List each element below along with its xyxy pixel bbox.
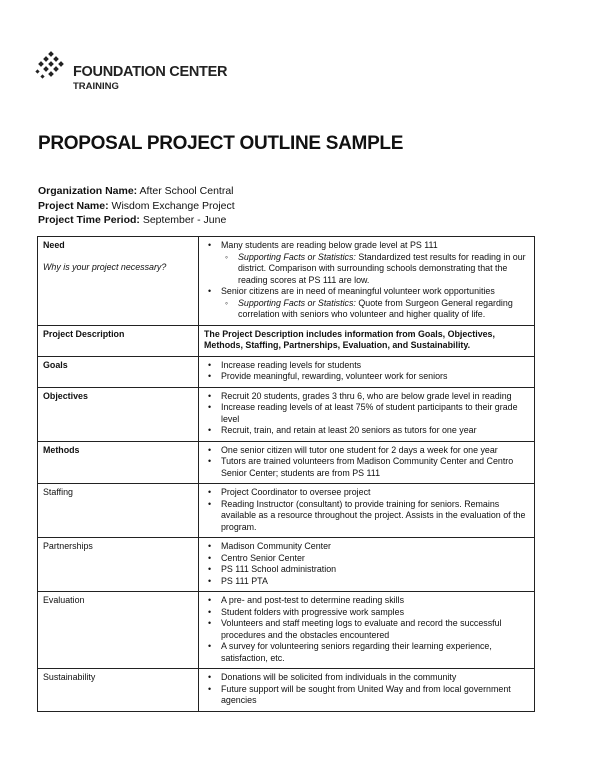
row-objectives — [38, 387, 535, 441]
list-item: • Future support will be sought from United Way and from local government agencies — [221, 684, 529, 707]
list-item: • Provide meaningful, rewarding, volunteer work for seniors — [221, 371, 529, 383]
list-item: • Centro Senior Center — [221, 553, 529, 565]
project-meta — [38, 184, 235, 228]
logo-subtitle: TRAINING — [73, 81, 119, 92]
meta-label: Organization Name: — [38, 185, 138, 197]
sub-list-item — [238, 252, 529, 287]
sub-item-text: Standardized test results for reading in our district. Comparison with surrounding schools demonstrating that the reading scores at PS 111 are low. — [238, 251, 526, 285]
label-cell — [38, 484, 199, 538]
sub-list — [221, 252, 529, 287]
content-cell — [199, 356, 535, 387]
row-partnerships — [38, 538, 535, 592]
label-cell — [38, 356, 199, 387]
list-item: • Recruit, train, and retain at least 20 seniors as tutors for one year — [221, 425, 529, 437]
sub-list — [221, 298, 529, 321]
row-need — [38, 237, 535, 326]
list-item: • Donations will be solicited from individuals in the community — [221, 672, 529, 684]
label-cell — [38, 592, 199, 669]
label-cell — [38, 538, 199, 592]
list-item: • A pre- and post-test to determine reading skills — [221, 595, 529, 607]
row-label: Staffing — [43, 487, 73, 497]
list-item: • PS 111 School administration — [221, 564, 529, 576]
row-label: Project Description — [43, 328, 125, 339]
list-item: • Volunteers and staff meeting logs to evaluate and record the successful procedures and the obstacles encountered — [221, 618, 529, 641]
content-cell — [199, 441, 535, 484]
sub-item-text: Quote from Surgeon General regarding correlation with seniors who volunteer and higher quality of life. — [238, 297, 513, 319]
list-item: • Increase reading levels for students — [221, 360, 529, 372]
bullet-list — [204, 445, 529, 480]
diamond-dots-icon — [35, 50, 69, 84]
sub-item-lead: Supporting Facts or Statistics: — [238, 297, 356, 308]
row-evaluation — [38, 592, 535, 669]
logo-name: FOUNDATION CENTER — [73, 64, 228, 80]
label-cell — [38, 441, 199, 484]
document-title: PROPOSAL PROJECT OUTLINE SAMPLE — [38, 133, 404, 154]
row-label: Methods — [43, 444, 80, 455]
row-label: Objectives — [43, 390, 88, 401]
meta-value: Wisdom Exchange Project — [111, 199, 235, 212]
content-cell — [199, 669, 535, 712]
project-time-period-line — [38, 213, 235, 228]
bullet-list — [204, 391, 529, 437]
bullet-list — [204, 672, 529, 707]
content-cell — [199, 237, 535, 326]
sub-item-lead: Supporting Facts or Statistics: — [238, 251, 356, 262]
project-name-line — [38, 199, 235, 214]
row-sustainability — [38, 669, 535, 712]
content-cell — [199, 387, 535, 441]
row-question: Why is your project necessary? — [43, 261, 167, 272]
list-item: • Student folders with progressive work samples — [221, 607, 529, 619]
list-item-text: Many students are reading below grade level at PS 111 — [221, 240, 438, 250]
outline-table — [37, 236, 535, 712]
bullet-list — [204, 240, 529, 321]
content-cell — [199, 592, 535, 669]
list-item: • One senior citizen will tutor one student for 2 days a week for one year — [221, 445, 529, 457]
list-item: • PS 111 PTA — [221, 576, 529, 588]
content-cell — [199, 538, 535, 592]
meta-label: Project Time Period: — [38, 214, 140, 226]
organization-name-line — [38, 184, 235, 199]
list-item: • Increase reading levels of at least 75% of student participants to their grade level — [221, 402, 529, 425]
row-project-description — [38, 325, 535, 356]
meta-label: Project Name: — [38, 199, 109, 212]
meta-value: After School Central — [139, 185, 234, 197]
description-text: The Project Description includes information from Goals, Objectives, Methods, Staffing, Partnerships, Evaluation, and Sustainability. — [204, 328, 495, 350]
row-label: Evaluation — [43, 595, 85, 605]
list-item: • A survey for volunteering seniors regarding their learning experience, satisfaction, etc. — [221, 641, 529, 664]
row-label: Goals — [43, 359, 68, 370]
row-methods — [38, 441, 535, 484]
label-cell — [38, 387, 199, 441]
sub-list-item — [238, 298, 529, 321]
label-cell — [38, 237, 199, 326]
list-item — [221, 240, 529, 286]
row-staffing — [38, 484, 535, 538]
bullet-list — [204, 595, 529, 664]
bullet-list — [204, 360, 529, 383]
content-cell — [199, 484, 535, 538]
bullet-list — [204, 487, 529, 533]
list-item: • Project Coordinator to oversee project — [221, 487, 529, 499]
row-label: Sustainability — [43, 672, 96, 682]
list-item-text: Senior citizens are in need of meaningful volunteer work opportunities — [221, 286, 495, 296]
label-cell — [38, 669, 199, 712]
row-label: Partnerships — [43, 541, 93, 551]
list-item: • Recruit 20 students, grades 3 thru 6, who are below grade level in reading — [221, 391, 529, 403]
list-item: • Madison Community Center — [221, 541, 529, 553]
list-item: • Reading Instructor (consultant) to provide training for seniors. Remains available as a resource throughout the project. Assists in the evaluation of the program. — [221, 499, 529, 534]
content-cell — [199, 325, 535, 356]
list-item: • Tutors are trained volunteers from Madison Community Center and Centro Senior Center; students are from PS 111 — [221, 456, 529, 479]
meta-value: September - June — [142, 214, 227, 226]
label-cell — [38, 325, 199, 356]
row-label: Need — [43, 240, 65, 250]
bullet-list — [204, 541, 529, 587]
list-item — [221, 286, 529, 321]
row-goals — [38, 356, 535, 387]
